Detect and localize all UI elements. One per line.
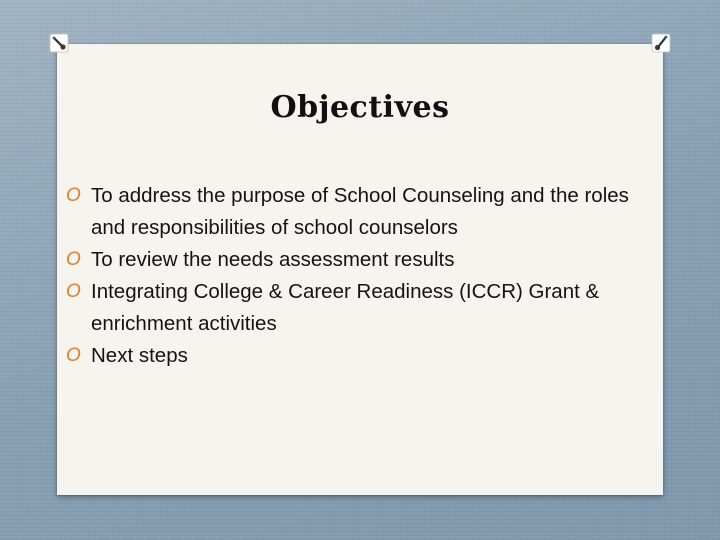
slide-title: Objectives (270, 90, 450, 125)
bullet-text: Integrating College & Career Readiness (ICCR) Grant & enrichment activities (91, 280, 600, 335)
bullet-marker-icon: O (66, 281, 81, 302)
objectives-list (66, 180, 656, 372)
list-item (66, 244, 656, 276)
list-item (66, 276, 656, 340)
bullet-text: To address the purpose of School Counseling and the roles and responsibilities of school counselors (91, 184, 629, 239)
bullet-text: To review the needs assessment results (91, 248, 455, 271)
list-item (66, 180, 656, 244)
right-pushpin-icon (650, 32, 672, 54)
bullet-marker-icon: O (66, 249, 81, 270)
bullet-marker-icon: O (66, 185, 81, 206)
list-item (66, 340, 656, 372)
left-pushpin-icon (48, 32, 70, 54)
bullet-marker-icon: O (66, 345, 81, 366)
bullet-text: Next steps (91, 344, 188, 367)
